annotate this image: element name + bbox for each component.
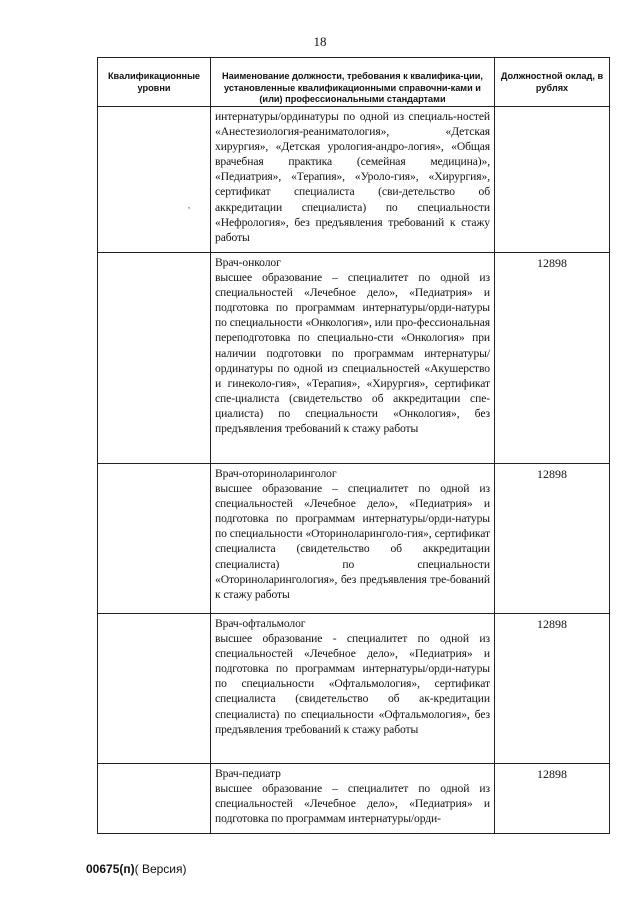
- version-label: ( Версия): [134, 862, 187, 876]
- position-title: Врач-онколог: [215, 256, 281, 269]
- table-row: [98, 107, 610, 253]
- qualification-table: [97, 57, 610, 834]
- table-header-row: [98, 58, 610, 107]
- level-cell: [98, 253, 211, 464]
- level-cell: [98, 614, 211, 764]
- header-levels: Квалификационные уровни: [98, 58, 211, 107]
- position-title: Врач-педиатр: [215, 767, 281, 780]
- salary-cell: 12898: [495, 253, 610, 464]
- scan-mark: ,: [188, 200, 191, 210]
- position-requirements: высшее образование – специалитет по одной из специальностей «Лечебное дело», «Педиатрия» и подготовка по программам интернатуры/орди-натуры по специальности «Онкология», или про-фессиональная переподготовка по специально-сти «Онкология» при наличии подготовки по программам интернатуры/ординатуры по одной из специальностей «Акушерство и гинеколо-гия», «Терапия», «Хирургия», сертификат спе-циалиста (свидетельство об аккредитации спе-циалиста) по специальности «Онкология», без предъявления требований к стажу работы: [215, 271, 490, 436]
- table-row: [98, 764, 610, 834]
- position-cell: [211, 464, 495, 614]
- position-cell: [211, 253, 495, 464]
- header-salary: Должностной оклад, в рублях: [495, 58, 610, 107]
- level-cell: [98, 764, 211, 834]
- position-title: Врач-оториноларинголог: [215, 467, 337, 480]
- document-code: 00675(п): [86, 862, 135, 876]
- salary-cell: 12898: [495, 464, 610, 614]
- level-cell: [98, 464, 211, 614]
- page-number: 18: [313, 34, 327, 49]
- position-requirements: высшее образование – специалитет по одной из специальностей «Лечебное дело», «Педиатрия» и подготовка по программам интернатуры/орди-: [215, 782, 490, 826]
- position-cell: [211, 614, 495, 764]
- level-cell: [98, 107, 211, 253]
- position-title: Врач-офтальмолог: [215, 617, 306, 630]
- salary-cell: 12898: [495, 764, 610, 834]
- header-position: Наименование должности, требования к квалифика-ции, установленные квалификационными справочни-ками и (или) профессиональными стандартами: [211, 58, 495, 107]
- position-requirements: интернатуры/ординатуры по одной из специаль-ностей «Анестезиология-реаниматология», «Детская хирургия», «Детская урология-андро-логия», «Общая врачебная практика (семейная медицина)», «Педиатрия», «Терапия», «Уроло-гия», «Хирургия», сертификат специалиста (сви-детельство об аккредитации специалиста) по специальности «Нефрология», без предъявления требований к стажу работы: [215, 110, 490, 244]
- table-row: [98, 464, 610, 614]
- salary-cell: 12898: [495, 614, 610, 764]
- table-row: [98, 253, 610, 464]
- position-cell: [211, 107, 495, 253]
- document-footer: [86, 862, 187, 876]
- position-cell: [211, 764, 495, 834]
- position-requirements: высшее образование – специалитет по одной из специальностей «Лечебное дело», «Педиатрия» и подготовка по программам интернатуры/орди-натуры по специальности «Оториноларинголо-гия», сертификат специалиста (свидетельство об аккредитации специалиста) по специальности «Оториноларингология», без предъявления тре-бований к стажу работы: [215, 482, 490, 601]
- table-row: [98, 614, 610, 764]
- position-requirements: высшее образование - специалитет по одной из специальностей «Лечебное дело», «Педиатрия» и подготовка по программам интернатуры/орди-натуры по специальности «Офтальмология», сертификат специалиста (свидетельство об ак-кредитации специалиста) по специальности «Офтальмология», без предъявления требований к стажу работы: [215, 632, 490, 736]
- salary-cell: [495, 107, 610, 253]
